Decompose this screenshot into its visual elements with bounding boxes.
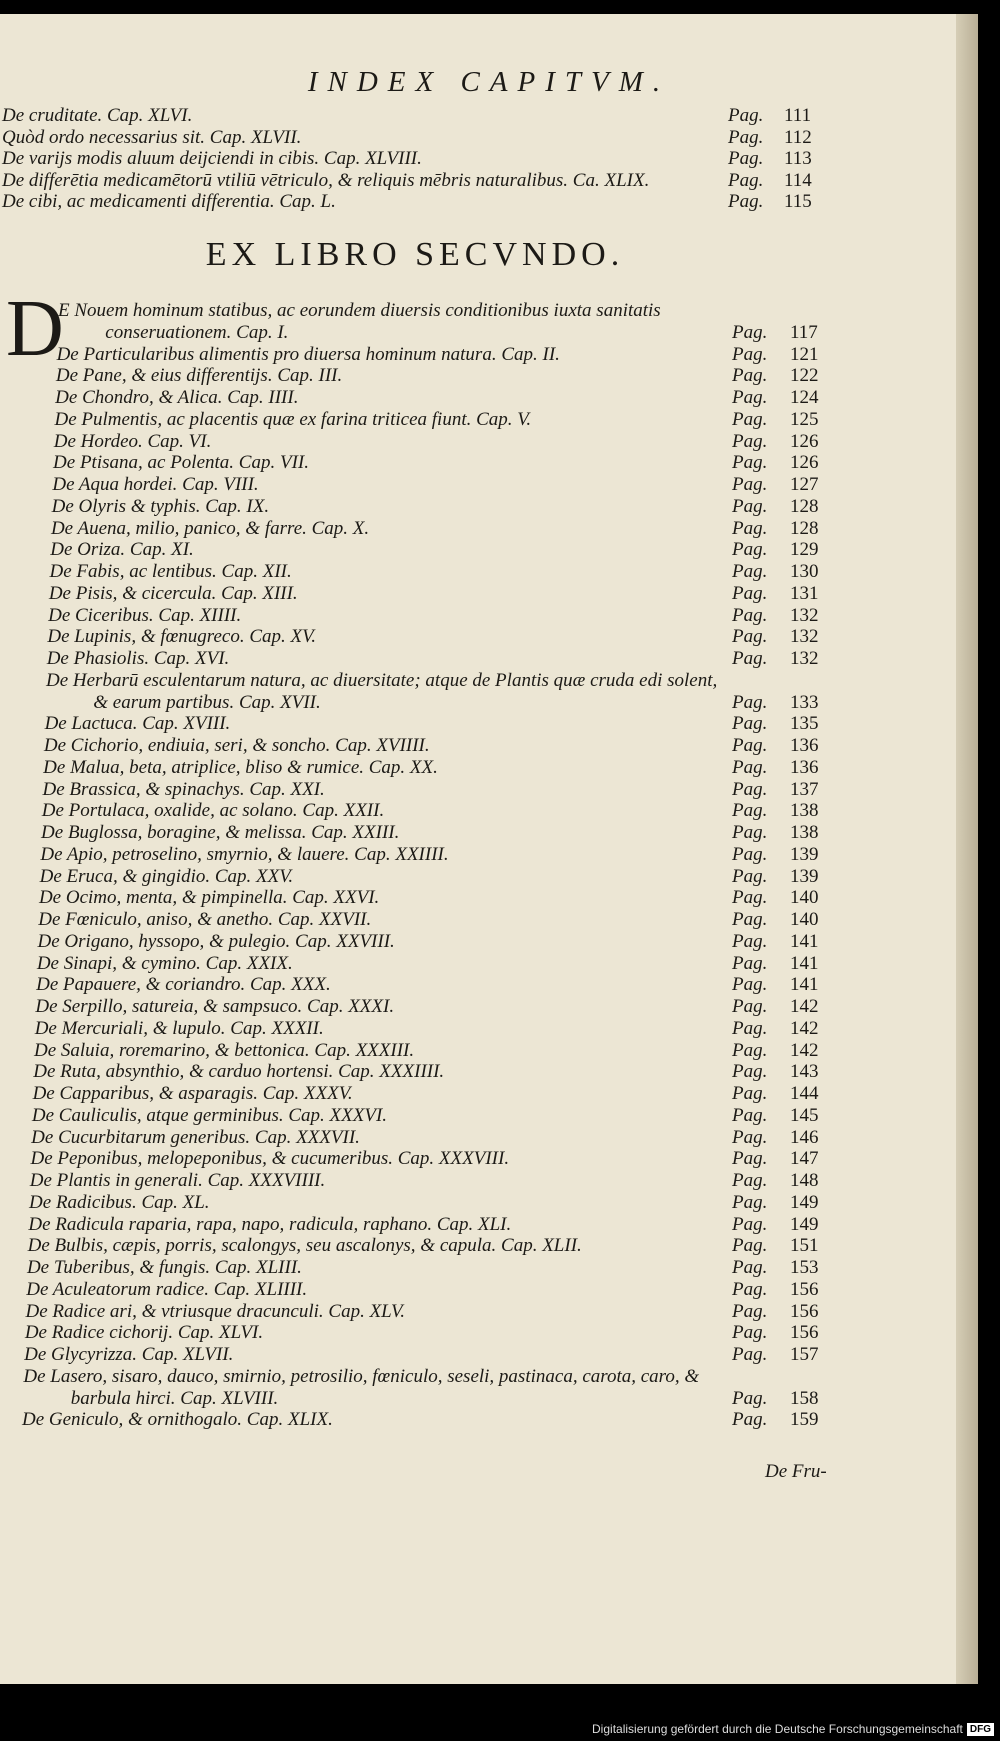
entry-pag-label: Pag.	[732, 1409, 768, 1431]
entry-page-number: 135	[789, 713, 819, 735]
entry-pag-label: Pag.	[731, 887, 768, 909]
index-entry	[51, 518, 900, 540]
entry-pag-label: Pag.	[731, 321, 768, 343]
index-entry	[39, 887, 900, 909]
entry-pag-label: Pag.	[731, 909, 768, 930]
entry-title: De cruditate. Cap. XLVI.	[2, 105, 193, 126]
entry-pag-label: Pag.	[731, 452, 768, 474]
entry-pag-label: Pag.	[728, 126, 764, 148]
entry-page-number: 122	[789, 365, 819, 387]
entry-title: Quòd ordo necessarius sit. Cap. XLVII.	[2, 126, 302, 148]
entry-title: De Brassica, & spinachys. Cap. XXI.	[42, 778, 325, 800]
entry-pag-label: Pag.	[731, 387, 768, 408]
index-entry	[53, 452, 900, 474]
index-entry	[28, 1235, 900, 1257]
index-entry	[57, 344, 900, 366]
entry-page-number: 140	[789, 887, 819, 909]
entry-pag-label: Pag.	[728, 191, 764, 212]
entry-title: De Aqua hordei. Cap. VIII.	[52, 474, 259, 495]
entry-page-number: 129	[789, 539, 819, 561]
entry-page-number: 128	[789, 495, 819, 517]
index-entry	[45, 692, 900, 714]
entry-page-number: 149	[789, 1213, 819, 1235]
entry-pag-label: Pag.	[728, 148, 764, 169]
entry-page-number: 138	[789, 822, 819, 843]
entry-title: De Glycyrizza. Cap. XLVII.	[24, 1344, 234, 1365]
entry-page-number: 112	[784, 126, 812, 148]
index-entry	[25, 1322, 900, 1344]
entry-pag-label: Pag.	[731, 1322, 768, 1344]
entry-pag-label: Pag.	[731, 822, 768, 843]
entry-page-number: 126	[789, 452, 819, 474]
index-entry	[37, 953, 900, 975]
entry-page-number: 159	[790, 1409, 819, 1431]
entry-title: E Nouem hominum statibus, ac eorundem diuersis conditionibus iuxta sanitatis	[58, 300, 661, 321]
entry-title: De Ruta, absynthio, & carduo hortensi. Cap. XXXIIII.	[33, 1061, 445, 1083]
entry-title: De Phasiolis. Cap. XVI.	[46, 648, 230, 669]
entry-title: De Cucurbitarum generibus. Cap. XXXVII.	[31, 1126, 360, 1148]
drop-capital: D	[6, 285, 64, 373]
entry-pag-label: Pag.	[731, 800, 768, 822]
entry-pag-label: Pag.	[731, 365, 768, 387]
index-entry	[40, 844, 900, 866]
entry-pag-label: Pag.	[731, 604, 768, 626]
entry-title: De Sinapi, & cymino. Cap. XXIX.	[36, 952, 293, 974]
entry-pag-label: Pag.	[731, 996, 768, 1017]
entry-page-number: 127	[789, 474, 819, 495]
entry-pag-label: Pag.	[731, 735, 768, 756]
entry-title: De Peponibus, melopeponibus, & cucumeribus. Cap. XXXVIII.	[30, 1148, 510, 1170]
entry-title: De Radice ari, & vtriusque dracunculi. Cap. XLV.	[25, 1300, 405, 1322]
entry-title: De Capparibus, & asparagis. Cap. XXXV.	[32, 1083, 353, 1104]
index-entry	[57, 322, 900, 344]
book-page	[0, 14, 978, 1684]
entry-page-number: 137	[789, 778, 819, 800]
entry-page-number: 115	[784, 191, 812, 212]
index-entry	[35, 996, 900, 1018]
index-entry	[58, 300, 900, 322]
index-entry	[50, 561, 900, 583]
entry-page-number: 117	[789, 321, 818, 343]
index-entry	[2, 191, 900, 213]
entry-pag-label: Pag.	[731, 1104, 768, 1126]
entry-title: De Chondro, & Alica. Cap. IIII.	[55, 387, 299, 408]
entry-title: De Ocimo, menta, & pimpinella. Cap. XXVI.	[38, 887, 380, 909]
entry-title: De varijs modis aluum deijciendi in cibis. Cap. XLVIII.	[2, 148, 422, 169]
entry-page-number: 141	[789, 930, 819, 952]
dfg-logo: DFG	[967, 1723, 994, 1736]
entry-pag-label: Pag.	[732, 1039, 768, 1061]
entry-title: De Pulmentis, ac placentis quæ ex farina triticea fiunt. Cap. V.	[54, 408, 532, 430]
entry-title: conseruationem. Cap. I.	[105, 321, 289, 343]
entry-title: De Apio, petroselino, smyrnio, & lauere. Cap. XXIIII.	[40, 843, 449, 865]
entry-title: De Cauliculis, atque germinibus. Cap. XXXVI.	[31, 1104, 388, 1126]
entry-page-number: 149	[789, 1191, 819, 1213]
entry-title: De cibi, ac medicamenti differentia. Cap. L.	[2, 191, 336, 212]
entry-pag-label: Pag.	[731, 1061, 768, 1083]
index-entry	[30, 1170, 900, 1192]
entry-page-number: 136	[789, 735, 819, 756]
index-entry	[2, 105, 900, 127]
index-entry	[32, 1105, 900, 1127]
entry-title: De Plantis in generali. Cap. XXXVIIII.	[29, 1170, 326, 1191]
index-entry	[28, 1214, 900, 1236]
index-entry	[52, 496, 900, 518]
entry-title: De Lasero, sisaro, dauco, smirnio, petrosilio, fœniculo, seseli, pastinaca, carota, caro, &	[23, 1365, 700, 1387]
index-entry	[2, 170, 900, 192]
entry-page-number: 139	[789, 843, 819, 865]
entry-page-number: 126	[789, 430, 819, 452]
entry-pag-label: Pag.	[731, 865, 768, 887]
index-entry	[35, 1018, 900, 1040]
index-entry	[33, 1083, 900, 1105]
entry-page-number: 158	[789, 1387, 819, 1409]
index-entry	[34, 1040, 900, 1062]
entry-pag-label: Pag.	[731, 1387, 768, 1409]
entry-title: De Ptisana, ac Polenta. Cap. VII.	[53, 452, 309, 474]
entry-title: De Buglossa, boragine, & melissa. Cap. XXIII.	[41, 822, 400, 843]
entry-pag-label: Pag.	[731, 1235, 768, 1257]
footer-credit-text: Digitalisierung gefördert durch die Deutsche Forschungsgemeinschaft	[592, 1722, 963, 1736]
index-entry	[23, 1366, 900, 1388]
entry-pag-label: Pag.	[731, 1257, 768, 1278]
entry-page-number: 136	[789, 756, 819, 778]
index-entry	[47, 626, 900, 648]
entry-pag-label: Pag.	[731, 1213, 768, 1235]
index-entry	[23, 1388, 900, 1410]
entry-title: De Origano, hyssopo, & pulegio. Cap. XXVIII.	[37, 930, 395, 952]
entry-pag-label: Pag.	[731, 930, 768, 952]
entry-title: De Hordeo. Cap. VI.	[53, 430, 212, 452]
index-entry	[44, 735, 900, 757]
index-entry	[24, 1344, 900, 1366]
index-entry	[56, 365, 900, 387]
entry-pag-label: Pag.	[731, 778, 768, 800]
entry-title: De Aculeatorum radice. Cap. XLIIII.	[26, 1278, 308, 1300]
index-entry	[49, 583, 900, 605]
index-entry	[30, 1148, 900, 1170]
entry-title: De Particularibus alimentis pro diuersa hominum natura. Cap. II.	[56, 343, 560, 365]
entry-title: De Herbarū esculentarum natura, ac diuersitate; atque de Plantis quæ cruda edi solent,	[46, 669, 718, 691]
entry-page-number: 133	[789, 691, 819, 713]
entry-page-number: 114	[784, 169, 812, 191]
entry-title: De Mercuriali, & lupulo. Cap. XXXII.	[34, 1017, 324, 1039]
entry-title: De Papauere, & coriandro. Cap. XXX.	[36, 974, 331, 996]
entry-title: De Geniculo, & ornithogalo. Cap. XLIX.	[22, 1409, 333, 1431]
entry-title: De Eruca, & gingidio. Cap. XXV.	[39, 865, 294, 887]
index-entry	[47, 648, 900, 670]
entry-title: De Tuberibus, & fungis. Cap. XLIII.	[26, 1257, 302, 1278]
entry-title: De Pisis, & cicercula. Cap. XIII.	[48, 582, 298, 604]
entry-pag-label: Pag.	[731, 1278, 768, 1300]
entry-page-number: 157	[789, 1344, 819, 1365]
running-head: INDEX CAPITVM.	[307, 66, 671, 98]
index-entry	[40, 866, 900, 888]
entry-page-number: 145	[789, 1104, 819, 1126]
index-entry	[43, 757, 900, 779]
entry-page-number: 139	[789, 865, 819, 887]
footer-credit	[592, 1722, 994, 1736]
entry-pag-label: Pag.	[731, 561, 768, 582]
entry-title: De Bulbis, cæpis, porris, scalongys, seu ascalonys, & capula. Cap. XLII.	[27, 1235, 582, 1257]
index-entry	[41, 822, 900, 844]
index-entry	[45, 713, 900, 735]
entry-pag-label: Pag.	[731, 539, 768, 561]
entry-page-number: 144	[789, 1083, 819, 1104]
entry-title: De differētia medicamētorū vtiliū vētriculo, & reliquis mēbris naturalibus. Ca. XLIX.	[2, 169, 650, 191]
entry-pag-label: Pag.	[731, 974, 768, 996]
entry-page-number: 143	[789, 1061, 819, 1083]
index-entry	[46, 670, 900, 692]
index-entry	[52, 474, 900, 496]
entry-pag-label: Pag.	[728, 169, 764, 191]
entry-page-number: 141	[789, 952, 819, 974]
entry-page-number: 132	[789, 604, 819, 626]
index-entry	[2, 127, 900, 149]
entry-pag-label: Pag.	[731, 1191, 768, 1213]
entry-page-number: 125	[789, 408, 819, 430]
entry-pag-label: Pag.	[731, 1148, 768, 1170]
entry-title: De Malua, beta, atriplice, bliso & rumice. Cap. XX.	[43, 756, 438, 778]
entry-page-number: 132	[789, 648, 819, 669]
entry-pag-label: Pag.	[728, 105, 764, 126]
entry-pag-label: Pag.	[731, 343, 768, 365]
entry-title: De Ciceribus. Cap. XIIII.	[48, 604, 242, 626]
entry-pag-label: Pag.	[731, 1300, 768, 1322]
entry-title: De Oriza. Cap. XI.	[50, 539, 194, 561]
entry-pag-label: Pag.	[731, 648, 768, 669]
entry-page-number: 132	[789, 626, 819, 648]
entry-page-number: 131	[789, 582, 819, 604]
entry-title: De Radice cichorij. Cap. XLVI.	[24, 1322, 264, 1344]
entry-pag-label: Pag.	[731, 713, 768, 735]
entry-pag-label: Pag.	[731, 952, 768, 974]
entry-page-number: 130	[789, 561, 819, 582]
index-entry	[50, 539, 900, 561]
entry-title: De Saluia, roremarino, & bettonica. Cap. XXXIII.	[34, 1039, 415, 1061]
entry-page-number: 141	[789, 974, 819, 996]
entry-pag-label: Pag.	[731, 495, 768, 517]
entry-pag-label: Pag.	[731, 430, 768, 452]
entry-pag-label: Pag.	[731, 474, 768, 495]
entry-title: De Serpillo, satureia, & sampsuco. Cap. XXXI.	[35, 996, 395, 1017]
entry-page-number: 124	[789, 387, 819, 408]
entry-page-number: 140	[789, 909, 819, 930]
entry-title: De Fœniculo, aniso, & anetho. Cap. XXVII.	[38, 909, 372, 930]
entry-title: De Lactuca. Cap. XVIII.	[44, 713, 231, 735]
index-entry	[55, 387, 900, 409]
entry-title: & earum partibus. Cap. XVII.	[93, 691, 321, 713]
index-entry	[27, 1257, 900, 1279]
entry-pag-label: Pag.	[731, 1083, 768, 1104]
index-entry	[38, 909, 900, 931]
entry-title: De Cichorio, endiuia, seri, & soncho. Cap. XVIIII.	[43, 735, 430, 756]
entry-title: De Radicibus. Cap. XL.	[29, 1191, 210, 1213]
entry-title: De Lupinis, & fœnugreco. Cap. XV.	[47, 626, 317, 648]
page-edge	[956, 14, 978, 1684]
entry-pag-label: Pag.	[731, 1126, 768, 1148]
entry-pag-label: Pag.	[731, 1344, 768, 1365]
entry-pag-label: Pag.	[731, 408, 768, 430]
entry-page-number: 142	[790, 1039, 819, 1061]
index-entry	[54, 431, 900, 453]
entry-page-number: 111	[784, 105, 812, 126]
entry-page-number: 142	[789, 1017, 819, 1039]
index-entry	[33, 1061, 900, 1083]
entry-title: De Portulaca, oxalide, ac solano. Cap. XXII.	[41, 800, 385, 822]
index-entry	[26, 1279, 900, 1301]
index-entry	[54, 409, 900, 431]
entry-page-number: 113	[784, 148, 812, 169]
entry-title: De Olyris & typhis. Cap. IX.	[51, 495, 270, 517]
entry-page-number: 156	[789, 1322, 819, 1344]
entry-page-number: 156	[789, 1300, 819, 1322]
entry-pag-label: Pag.	[731, 1170, 768, 1191]
index-entry	[31, 1127, 900, 1149]
index-entry	[2, 148, 900, 170]
entry-page-number: 153	[789, 1257, 819, 1278]
entry-page-number: 148	[789, 1170, 819, 1191]
entry-page-number: 121	[789, 343, 819, 365]
entry-pag-label: Pag.	[731, 517, 768, 539]
entry-pag-label: Pag.	[731, 626, 768, 648]
index-entry	[36, 974, 900, 996]
entry-page-number: 156	[789, 1278, 819, 1300]
entry-page-number: 128	[789, 517, 819, 539]
entry-page-number: 151	[789, 1235, 819, 1257]
index-entry	[29, 1192, 900, 1214]
section-heading: EX LIBRO SECVNDO.	[205, 236, 625, 273]
index-entry	[22, 1409, 900, 1431]
entry-pag-label: Pag.	[731, 843, 768, 865]
entry-pag-label: Pag.	[731, 1017, 768, 1039]
entry-page-number: 142	[789, 996, 819, 1017]
entry-pag-label: Pag.	[731, 691, 768, 713]
index-entry	[26, 1301, 900, 1323]
entry-page-number: 138	[789, 800, 819, 822]
index-entry	[48, 605, 900, 627]
entry-pag-label: Pag.	[731, 582, 768, 604]
entry-title: barbula hirci. Cap. XLVIII.	[70, 1387, 279, 1409]
entry-title: De Pane, & eius differentijs. Cap. III.	[55, 365, 343, 387]
entry-page-number: 146	[789, 1126, 819, 1148]
entry-title: De Radicula raparia, rapa, napo, radicula, raphano. Cap. XLI.	[28, 1213, 512, 1235]
entry-title: De Fabis, ac lentibus. Cap. XII.	[49, 561, 292, 582]
entry-page-number: 147	[789, 1148, 819, 1170]
index-entry	[42, 800, 900, 822]
index-entry	[38, 931, 900, 953]
index-entry	[42, 779, 900, 801]
catchword: De Fru-	[765, 1461, 827, 1482]
entry-title: De Auena, milio, panico, & farre. Cap. X.	[50, 517, 370, 539]
entry-pag-label: Pag.	[731, 756, 768, 778]
